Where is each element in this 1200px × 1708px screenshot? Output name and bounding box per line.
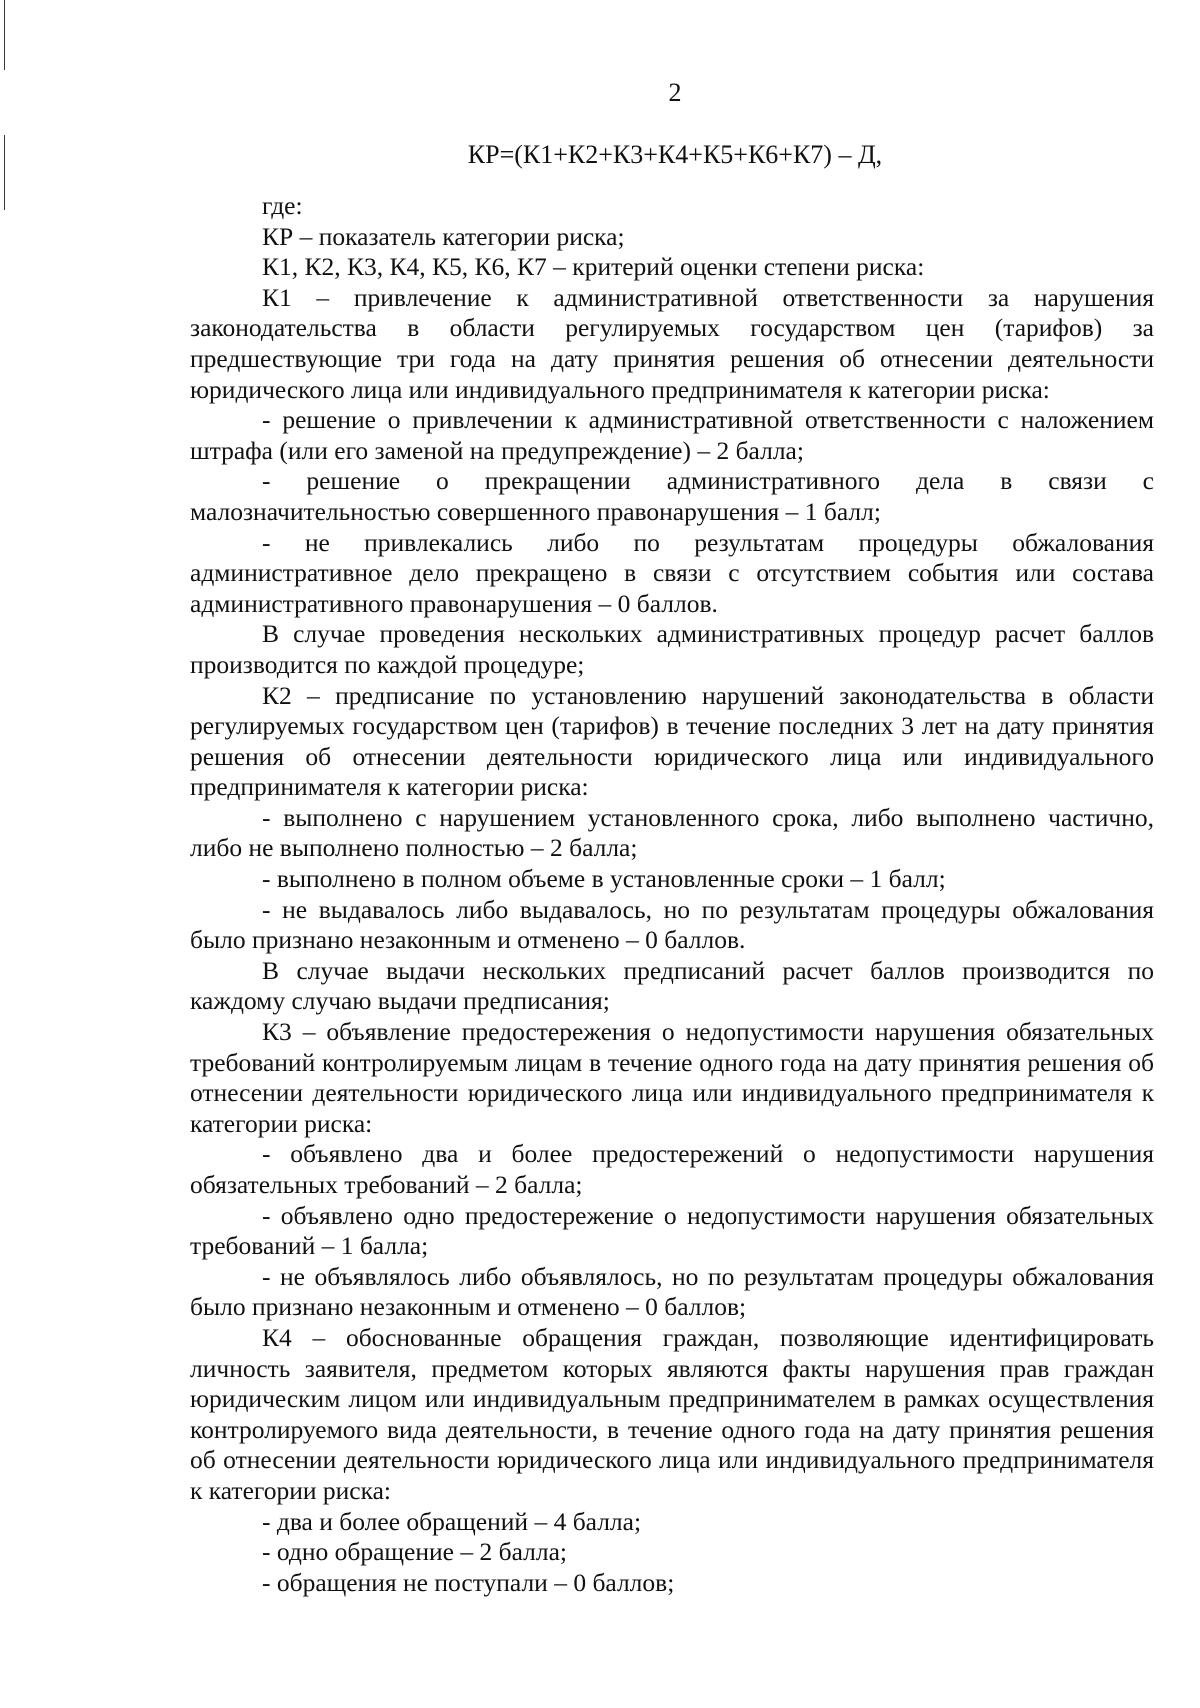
document-body xyxy=(190,191,1154,1598)
paragraph: - не привлекались либо по результатам процедуры обжалования административное дело прекращено в связи с отсутствием события или состава административного правонарушения – 0 баллов. xyxy=(190,527,1154,618)
paragraph: - решение о прекращении административного дела в связи с малозначительностью совершенного правонарушения – 1 балл; xyxy=(190,466,1154,526)
paragraph: - решение о привлечении к административной ответственности с наложением штрафа (или его заменой на предупреждение) – 2 балла; xyxy=(190,405,1154,465)
paragraph: К2 – предписание по установлению нарушений законодательства в области регулируемых государством цен (тарифов) в течение последних 3 лет на дату принятия решения об отнесении деятельности юридического лица или индивидуального предпринимателя к категории риска: xyxy=(190,680,1154,802)
paragraph: - одно обращение – 2 балла; xyxy=(262,1537,567,1567)
paragraph: - не объявлялось либо объявлялось, но по результатам процедуры обжалования было признано незаконным и отменено – 0 баллов; xyxy=(190,1261,1154,1322)
paragraph: - объявлено одно предостережение о недопустимости нарушения обязательных требований – 1 балла; xyxy=(190,1200,1154,1261)
paragraph: - два и более обращений – 4 балла; xyxy=(262,1506,642,1536)
risk-formula: КР=(К1+К2+К3+К4+К5+К6+К7) – Д, xyxy=(467,140,883,169)
paragraph: К4 – обоснованные обращения граждан, позволяющие идентифицировать личность заявителя, предметом которых являются факты нарушения прав граждан юридическим лицом или индивидуальным предпринимателем в рамках осуществления контролируемого вида деятельности, в течение одного года на дату принятия решения об отнесении деятельности юридического лица или индивидуального предпринимателя к категории риска: xyxy=(190,1322,1154,1505)
paragraph: В случае выдачи нескольких предписаний расчет баллов производится по каждому случаю выдачи предписания; xyxy=(190,955,1154,1016)
paragraph: В случае проведения нескольких административных процедур расчет баллов производится по каждой процедуре; xyxy=(190,619,1154,679)
paragraph: К1 – привлечение к административной ответственности за нарушения законодательства в области регулируемых государством цен (тарифов) за предшествующие три года на дату принятия решения об отнесении деятельности юридического лица или индивидуального предпринимателя к категории риска: xyxy=(190,282,1154,404)
paragraph: К1, К2, К3, К4, К5, К6, К7 – критерий оценки степени риска: xyxy=(262,252,925,282)
paragraph: К3 – объявление предостережения о недопустимости нарушения обязательных требований контролируемым лицам в течение одного года на дату принятия решения об отнесении деятельности юридического лица или индивидуального предпринимателя к категории риска: xyxy=(190,1017,1154,1138)
paragraph: - объявлено два и более предостережений о недопустимости нарушения обязательных требований – 2 балла; xyxy=(190,1139,1154,1199)
paragraph: где: xyxy=(262,191,303,220)
page-number: 2 xyxy=(668,78,682,107)
paragraph: - не выдавалось либо выдавалось, но по результатам процедуры обжалования было признано незаконным и отменено – 0 баллов. xyxy=(190,894,1154,955)
scan-edge-line-top xyxy=(4,0,5,70)
paragraph: - выполнено с нарушением установленного срока, либо выполнено частично, либо не выполнено полностью – 2 балла; xyxy=(190,802,1154,863)
paragraph: - выполнено в полном объеме в установленные сроки – 1 балл; xyxy=(262,864,946,894)
paragraph: - обращения не поступали – 0 баллов; xyxy=(262,1567,675,1597)
paragraph: КР – показатель категории риска; xyxy=(262,221,625,251)
